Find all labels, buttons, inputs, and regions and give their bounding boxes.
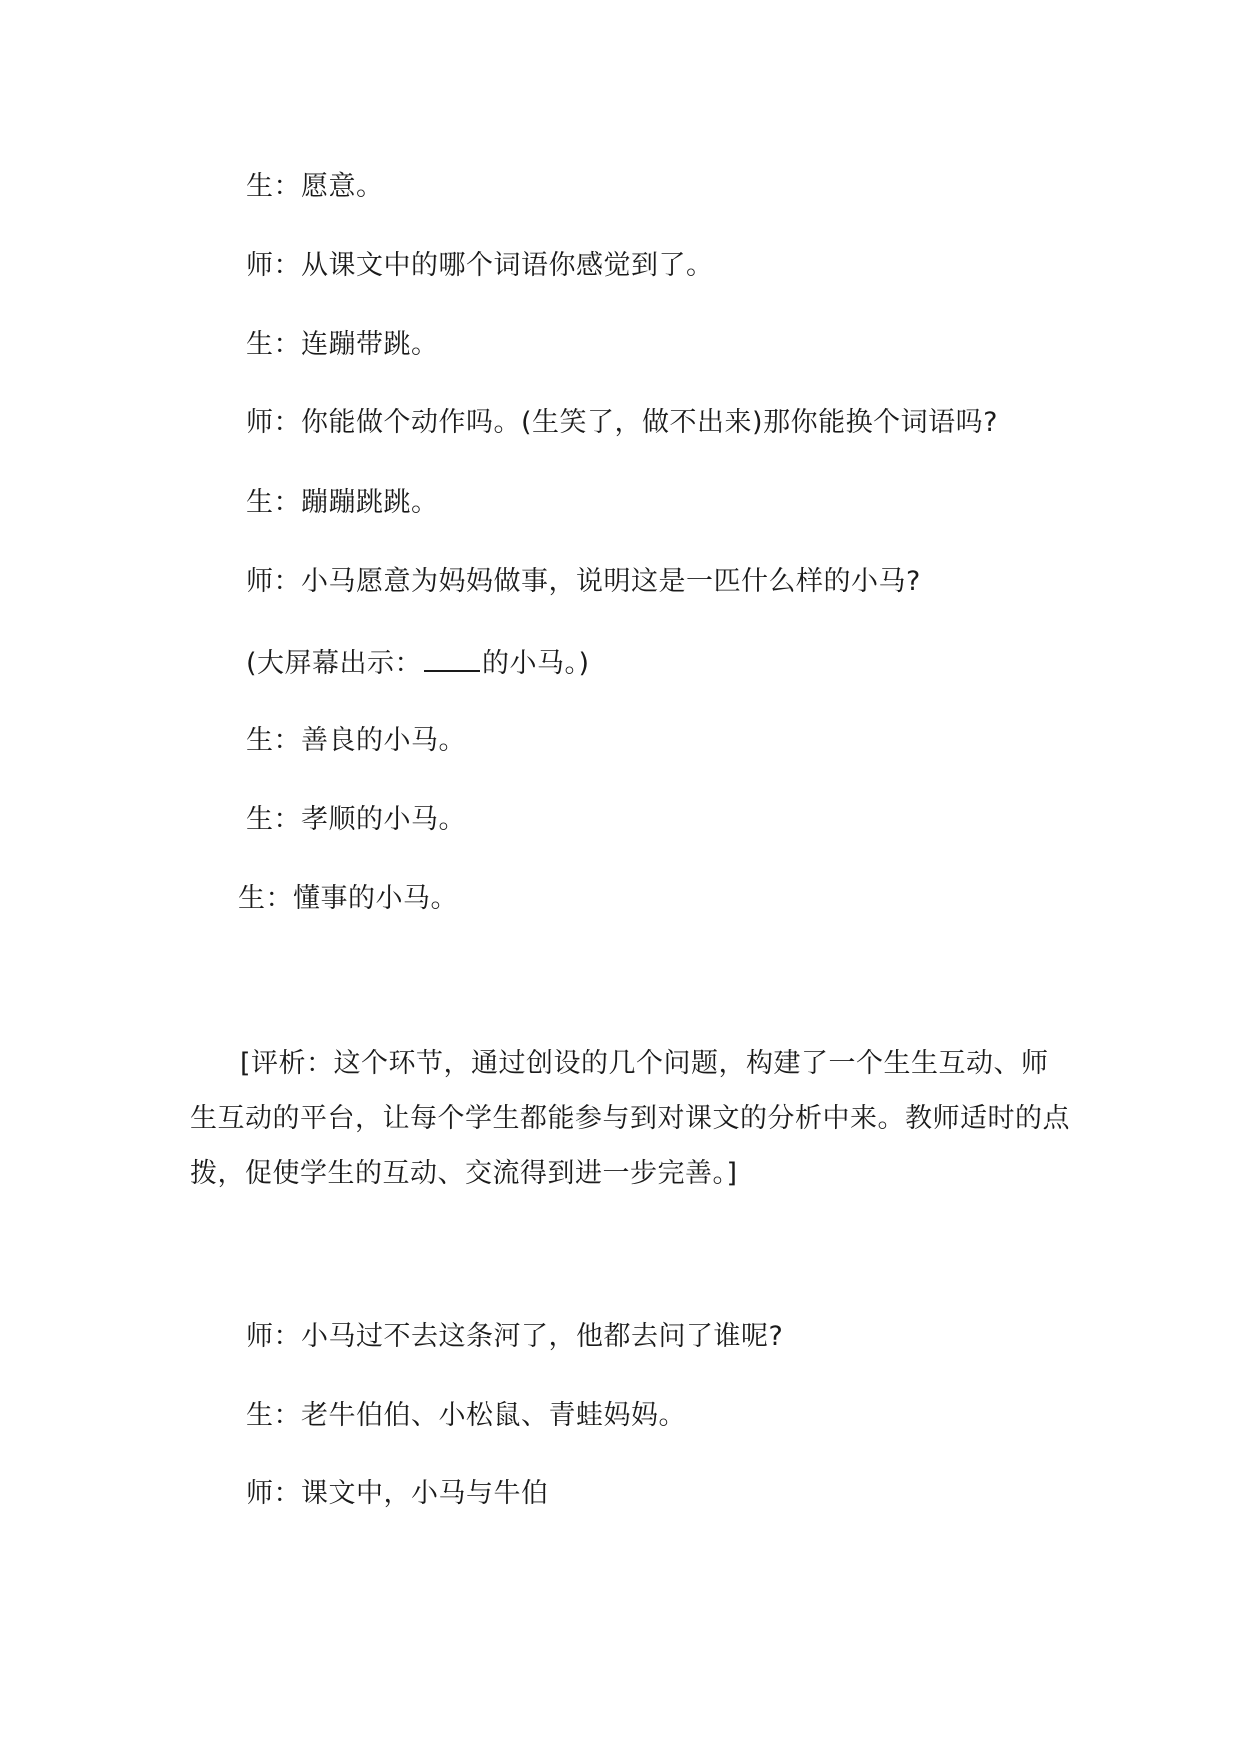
dialogue-text: 老牛伯伯、小松鼠、青蛙妈妈。 <box>301 1400 686 1431</box>
dialogue-text: 蹦蹦跳跳。 <box>301 487 439 518</box>
dialogue-text: 从课文中的哪个词语你感觉到了。 <box>301 250 714 281</box>
speaker-label: 生： <box>246 487 301 518</box>
dialogue-line <box>246 486 439 520</box>
dialogue-text: 你能做个动作吗。(生笑了，做不出来)那你能换个词语吗? <box>301 407 998 438</box>
dialogue-line <box>246 724 466 758</box>
screen-prompt-prefix: (大屏幕出示： <box>246 648 423 679</box>
dialogue-line <box>238 882 458 916</box>
dialogue-text: 小马愿意为妈妈做事，说明这是一匹什么样的小马? <box>301 566 921 597</box>
speaker-label: 生： <box>246 804 301 835</box>
dialogue-text: 懂事的小马。 <box>293 883 458 914</box>
dialogue-text: 课文中，小马与牛伯 <box>301 1478 549 1509</box>
speaker-label: 师： <box>246 1478 301 1509</box>
dialogue-line <box>246 170 384 204</box>
commentary-paragraph: [评析：这个环节，通过创设的几个问题，构建了一个生生互动、师生互动的平台，让每个学生都能参与到对课文的分析中来。教师适时的点拨，促使学生的互动、交流得到进一步完善。] <box>190 1048 1070 1189</box>
dialogue-line <box>246 406 998 440</box>
dialogue-text: 连蹦带跳。 <box>301 329 439 360</box>
dialogue-line <box>246 1477 549 1511</box>
speaker-label: 生： <box>246 171 301 202</box>
fill-in-blank <box>424 644 480 672</box>
speaker-label: 生： <box>238 883 293 914</box>
speaker-label: 生： <box>246 725 301 756</box>
speaker-label: 师： <box>246 250 301 281</box>
speaker-label: 师： <box>246 1321 301 1352</box>
dialogue-line <box>246 249 714 283</box>
speaker-label: 生： <box>246 1400 301 1431</box>
dialogue-text: 小马过不去这条河了，他都去问了谁呢? <box>301 1321 784 1352</box>
screen-prompt-suffix: 的小马。) <box>482 648 590 679</box>
dialogue-line <box>246 328 439 362</box>
dialogue-text: 愿意。 <box>301 171 384 202</box>
dialogue-line <box>246 803 466 837</box>
screen-prompt <box>246 644 590 681</box>
speaker-label: 师： <box>246 566 301 597</box>
dialogue-text: 善良的小马。 <box>301 725 466 756</box>
dialogue-line <box>246 565 921 599</box>
speaker-label: 生： <box>246 329 301 360</box>
speaker-label: 师： <box>246 407 301 438</box>
dialogue-line <box>246 1320 783 1354</box>
dialogue-text: 孝顺的小马。 <box>301 804 466 835</box>
dialogue-line <box>246 1399 686 1433</box>
